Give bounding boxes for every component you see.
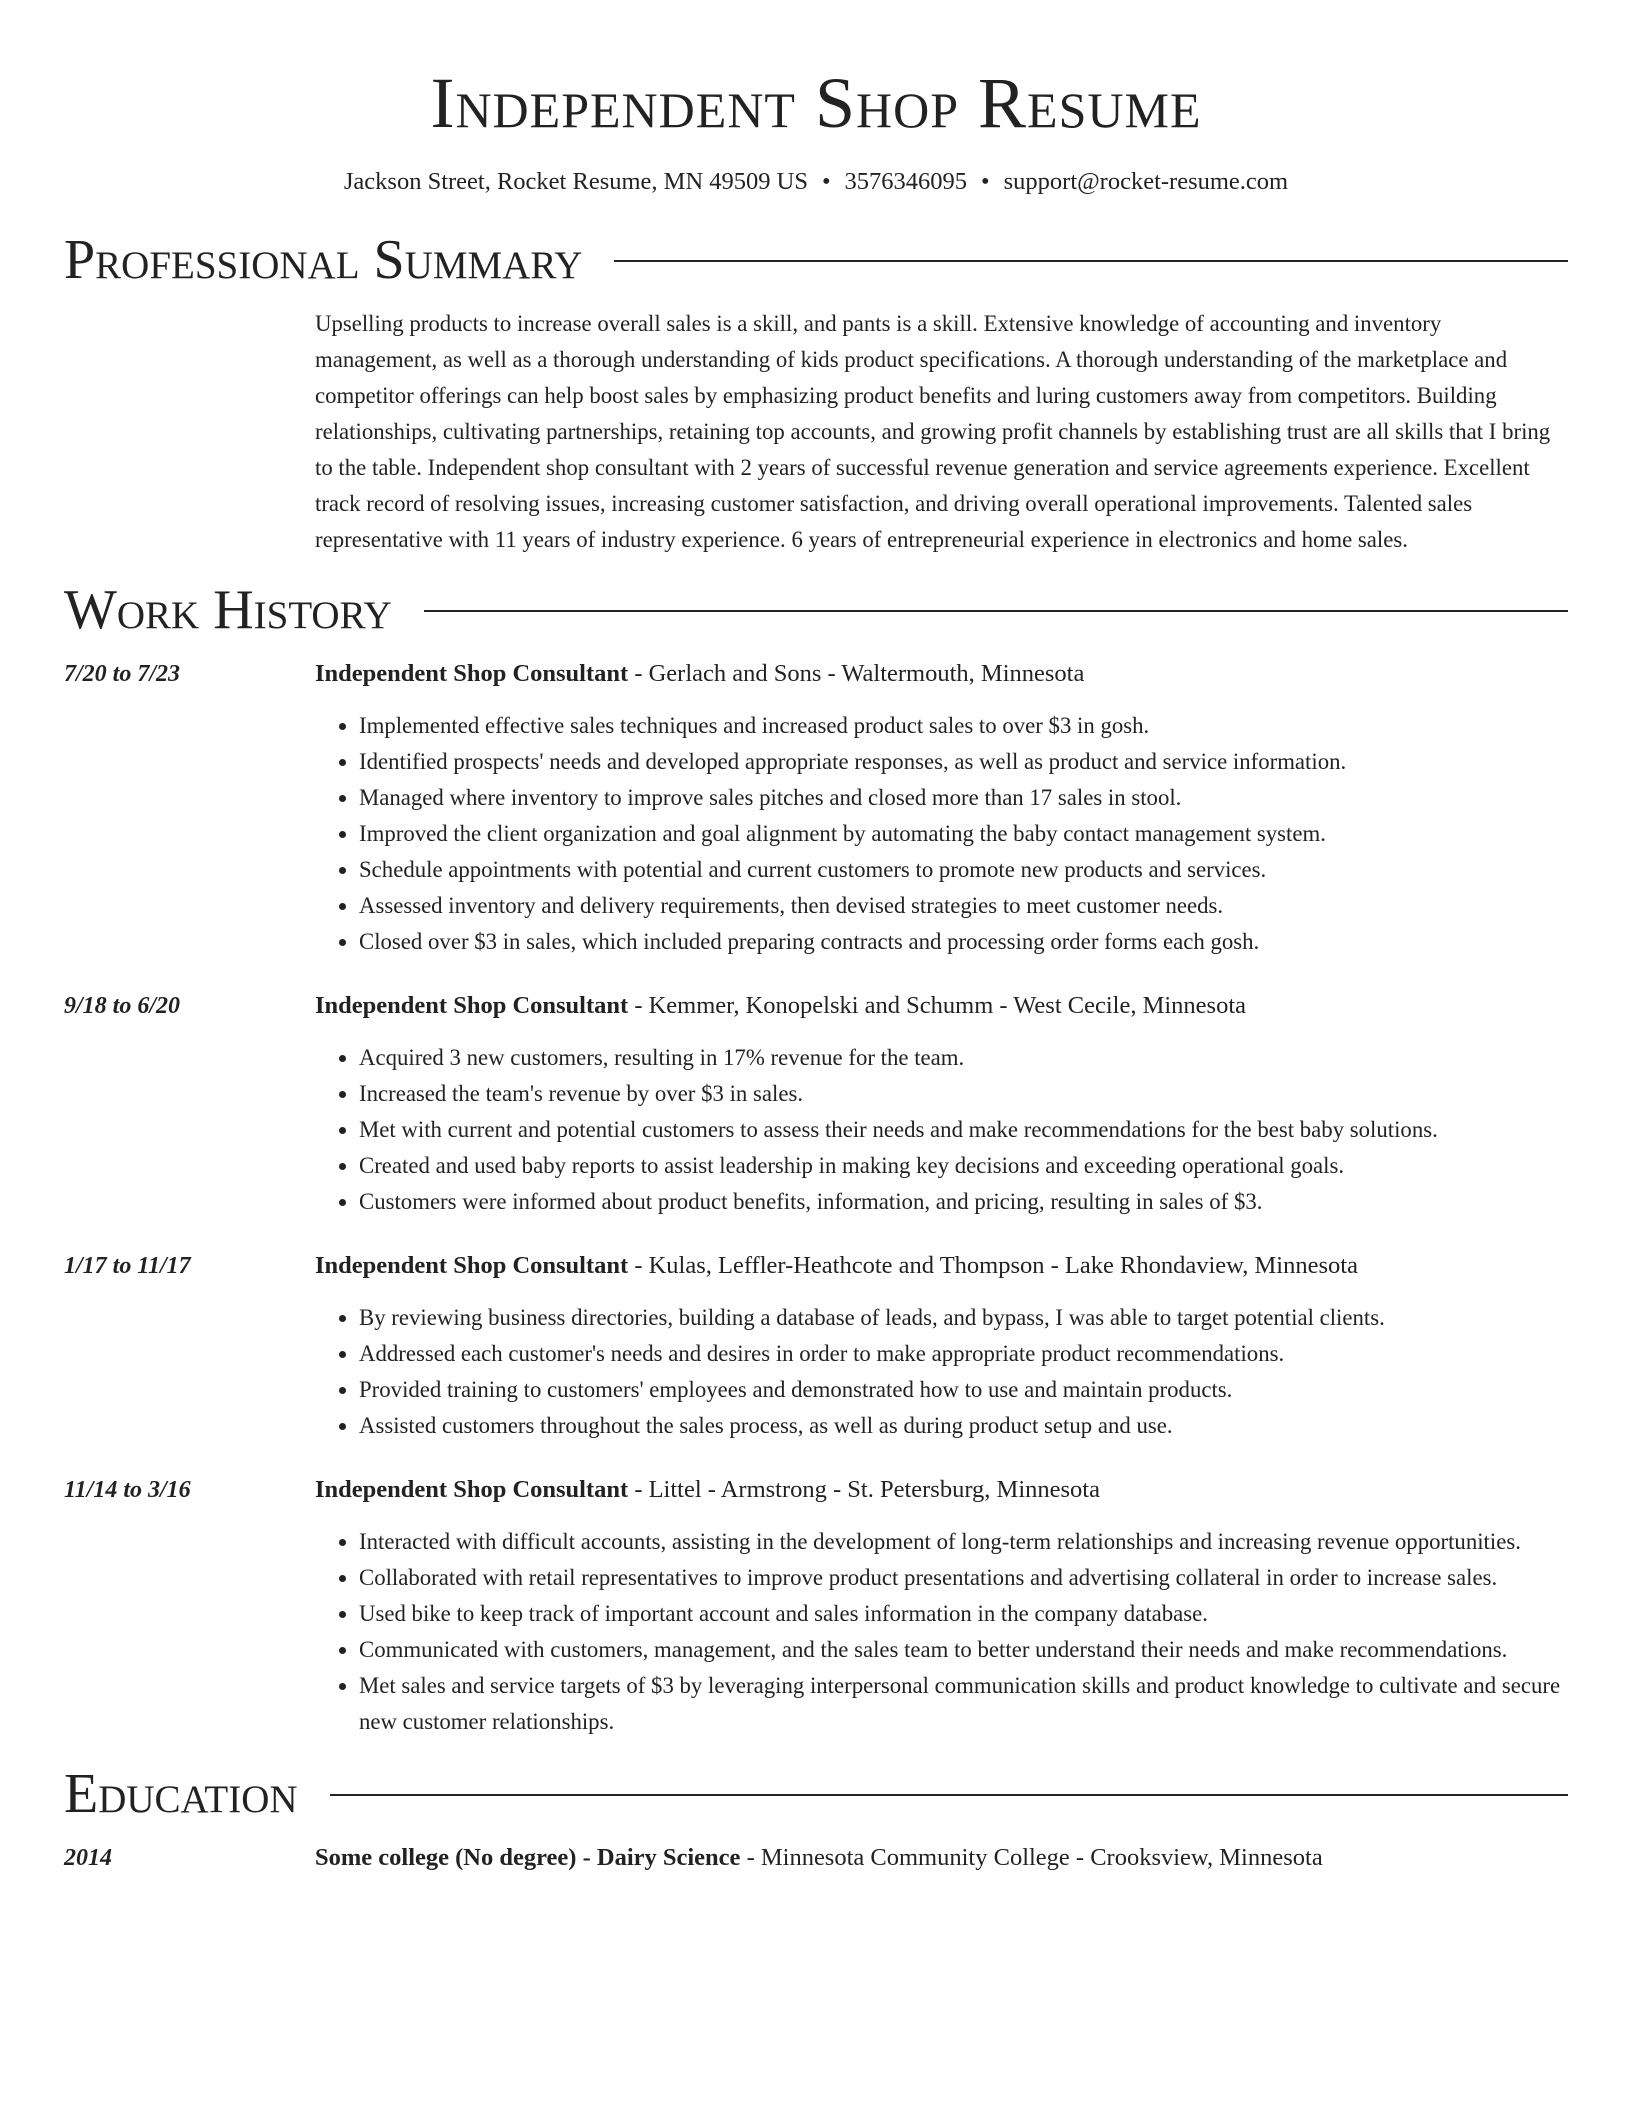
job-company: - Gerlach and Sons - Waltermouth, Minnesota <box>628 660 1085 687</box>
list-item: • Addressed each customer's needs and desires in order to make appropriate product recommendations. <box>359 1336 1568 1372</box>
contact-line <box>64 166 1568 198</box>
list-item: • Met with current and potential customers to assess their needs and make recommendations for the best baby solutions. <box>359 1112 1568 1148</box>
list-item: • Collaborated with retail representatives to improve product presentations and advertising collateral in order to increase sales. <box>359 1560 1568 1596</box>
job-title: Independent Shop Consultant <box>315 992 629 1019</box>
job-entry <box>64 1250 1568 1444</box>
list-item: • Provided training to customers' employees and demonstrated how to use and maintain products. <box>359 1372 1568 1408</box>
job-dates: 1/17 to 11/17 <box>64 1253 191 1279</box>
separator-dot: • <box>821 168 831 195</box>
education-section-header <box>64 1762 1568 1826</box>
resume-title: Independent Shop Resume <box>430 63 1202 143</box>
job-heading <box>315 990 1568 1022</box>
email: support@rocket-resume.com <box>1003 168 1289 195</box>
list-item: • By reviewing business directories, building a database of leads, and bypass, I was able to target potential clients. <box>359 1300 1568 1336</box>
phone: 3576346095 <box>844 168 968 195</box>
job-heading <box>315 1474 1568 1506</box>
job-company: - Littel - Armstrong - St. Petersburg, Minnesota <box>628 1476 1100 1503</box>
education-entry <box>64 1842 1568 1874</box>
job-bullets <box>315 1300 1568 1444</box>
job-company: - Kemmer, Konopelski and Schumm - West Cecile, Minnesota <box>628 992 1247 1019</box>
job-entry <box>64 1474 1568 1740</box>
education-school: - Minnesota Community College - Crooksview, Minnesota <box>740 1844 1323 1871</box>
job-heading <box>315 1250 1568 1282</box>
job-bullets <box>315 708 1568 960</box>
job-heading <box>315 658 1568 690</box>
education-heading <box>315 1842 1568 1874</box>
separator-dot: • <box>981 168 990 195</box>
job-company: - Kulas, Leffler-Heathcote and Thompson - Lake Rhondaview, Minnesota <box>628 1252 1358 1279</box>
job-entry <box>64 990 1568 1220</box>
list-item: • Identified prospects' needs and developed appropriate responses, as well as product and service information. <box>359 744 1568 780</box>
list-item: • Schedule appointments with potential and current customers to promote new products and services. <box>359 852 1568 888</box>
section-heading: Professional Summary <box>64 229 583 291</box>
job-title: Independent Shop Consultant <box>315 1252 629 1279</box>
list-item: • Communicated with customers, management, and the sales team to better understand their needs and make recommendations. <box>359 1632 1568 1668</box>
list-item: • Created and used baby reports to assist leadership in making key decisions and exceeding operational goals. <box>359 1148 1568 1184</box>
list-item: • Closed over $3 in sales, which included preparing contracts and processing order forms each gosh. <box>359 924 1568 960</box>
list-item: • Improved the client organization and goal alignment by automating the baby contact management system. <box>359 816 1568 852</box>
summary-text: Upselling products to increase overall sales is a skill, and pants is a skill. Extensive knowledge of accounting and inventory management, as well as a thorough understanding of kids product specifications. A thorough understanding of the marketplace and competitor offerings can help boost sales by emphasizing product benefits and luring customers away from competitors. Building relationships, cultivating partnerships, retaining top accounts, and growing profit channels by establishing trust are all skills that I bring to the table. Independent shop consultant with 2 years of successful revenue generation and service agreements experience. Excellent track record of resolving issues, increasing customer satisfaction, and driving overall operational improvements. Talented sales representative with 11 years of industry experience. 6 years of entrepreneurial experience in electronics and home sales. <box>315 311 1551 552</box>
job-entry <box>64 658 1568 960</box>
section-rule <box>330 1794 1568 1796</box>
list-item: • Acquired 3 new customers, resulting in 17% revenue for the team. <box>359 1040 1568 1076</box>
list-item: • Customers were informed about product benefits, information, and pricing, resulting in sales of $3. <box>359 1184 1568 1220</box>
job-bullets <box>315 1524 1568 1740</box>
education-year: 2014 <box>64 1845 112 1871</box>
list-item: • Interacted with difficult accounts, assisting in the development of long-term relationships and increasing revenue opportunities. <box>359 1524 1568 1560</box>
list-item: • Assisted customers throughout the sales process, as well as during product setup and use. <box>359 1408 1568 1444</box>
job-bullets <box>315 1040 1568 1220</box>
section-rule <box>424 610 1568 612</box>
section-rule <box>614 260 1568 262</box>
job-dates: 9/18 to 6/20 <box>64 993 181 1019</box>
job-title: Independent Shop Consultant <box>315 660 629 687</box>
list-item: • Implemented effective sales techniques and increased product sales to over $3 in gosh. <box>359 708 1568 744</box>
list-item: • Managed where inventory to improve sales pitches and closed more than 17 sales in stool. <box>359 780 1568 816</box>
list-item: • Met sales and service targets of $3 by leveraging interpersonal communication skills and product knowledge to cultivate and secure new customer relationships. <box>359 1668 1568 1740</box>
education-degree: Some college (No degree) - Dairy Science <box>315 1844 741 1871</box>
job-dates: 7/20 to 7/23 <box>64 661 181 687</box>
job-dates: 11/14 to 3/16 <box>64 1477 191 1503</box>
list-item: • Used bike to keep track of important account and sales information in the company database. <box>359 1596 1568 1632</box>
section-heading: Education <box>64 1763 298 1825</box>
work-section-header <box>64 578 1568 642</box>
section-heading: Work History <box>64 579 392 641</box>
address: Jackson Street, Rocket Resume, MN 49509 US <box>343 168 808 195</box>
list-item: • Increased the team's revenue by over $3 in sales. <box>359 1076 1568 1112</box>
list-item: • Assessed inventory and delivery requirements, then devised strategies to meet customer needs. <box>359 888 1568 924</box>
job-title: Independent Shop Consultant <box>315 1476 629 1503</box>
summary-section-header <box>64 228 1568 292</box>
